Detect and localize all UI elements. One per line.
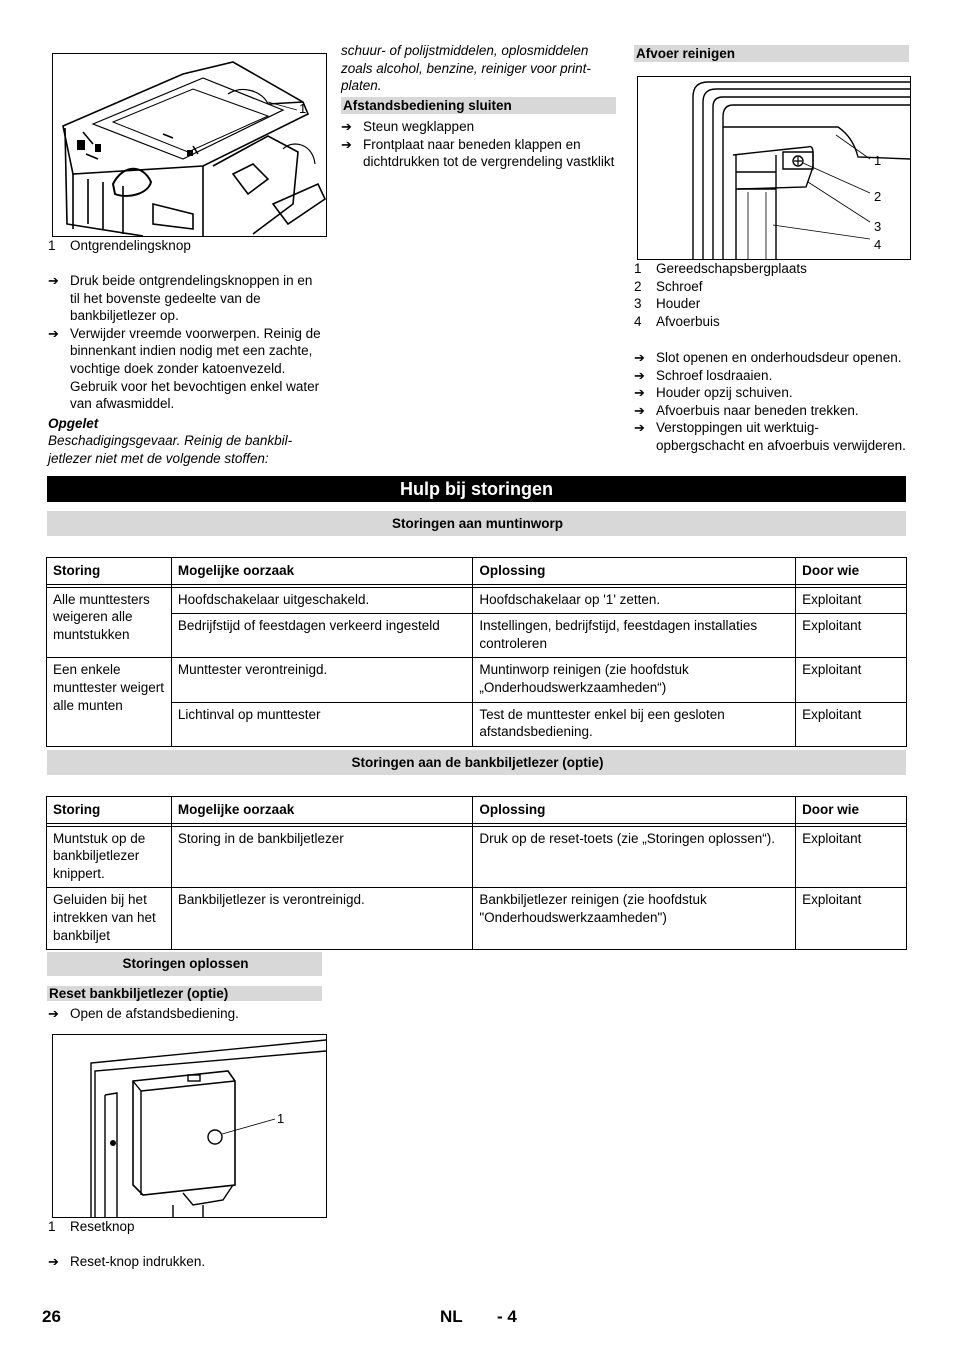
heading-bill-faults: Storingen aan de bankbiljetlezer (optie) [47,750,906,775]
col-header: Oplossing [473,797,796,824]
table-header-row [47,797,907,824]
caution-text: Beschadigingsgevaar. Reinig de bankbil- jetlezer niet met de volgende stoffen: [48,433,293,466]
col-header: Storing [47,797,172,824]
drain-callout-4: 4 [874,237,882,252]
legend-item: 1 Ontgrendelingsknop [48,238,191,253]
caution-continued: schuur- of polijstmiddelen, oplosmiddelen zoals alcohol, benzine, reiniger voor print-platen. [341,43,591,94]
table-row: Muntstuk op de bankbiljetlezer knippert. Storing in de bankbiljetlezer Druk op de reset-toets (zie „Storingen oplossen“). Exploitant [47,826,907,888]
figure1-callout-1: 1 [299,101,307,116]
col-header: Mogelijke oorzaak [171,558,473,585]
reset-illustration [53,1035,326,1217]
step-item: ➔ Verwijder vreemde voorwerpen. Reinig de binnenkant indien nodig met een zachte, vochtige doek zonder katoenvezeld. Gebruik voor het bevochtigen enkel water van afwasmiddel. [48,325,321,412]
step-item: ➔ Slot openen en onderhoudsdeur openen. [634,350,902,365]
heading-resolve: Storingen oplossen [47,952,322,976]
figure-reset-button [52,1034,327,1218]
arrow-icon: ➔ [48,325,59,341]
arrow-icon: ➔ [48,1006,59,1021]
arrow-icon: ➔ [341,136,352,152]
arrow-icon: ➔ [634,350,645,365]
table-header-row [47,558,907,585]
step-item: ➔ Schroef losdraaien. [634,367,773,383]
arrow-icon: ➔ [634,367,645,383]
step-item: ➔ Houder opzij schuiven. [634,385,793,401]
arrow-icon: ➔ [48,1254,59,1269]
figure1-legend [48,237,328,255]
col-header: Storing [47,558,172,585]
heading-coin-faults: Storingen aan muntinworp [47,511,906,536]
page-number: 26 [42,1307,61,1326]
col2-steps [341,118,616,171]
drain-illustration [638,77,910,259]
col1-steps [48,272,323,468]
bill-reader-illustration [53,54,326,236]
step-item: ➔ Open de afstandsbediening. [48,1006,239,1021]
col-header: Mogelijke oorzaak [171,797,472,824]
heading-reset-bill-reader: Reset bankbiljetlezer (optie) [47,986,322,1001]
step-item: ➔ Afvoerbuis naar beneden trekken. [634,402,859,418]
reset-callout-1: 1 [277,1111,285,1126]
heading-drain-cleaning: Afvoer reinigen [634,45,909,62]
step-item: ➔ Reset-knop indrukken. [48,1254,206,1269]
bill-faults-table [46,796,907,950]
step-item: ➔ Verstoppingen uit werktuig-opbergschacht en afvoerbuis verwijderen. [634,420,906,453]
drain-callout-2: 2 [874,189,882,204]
resolve-step-1 [48,1005,323,1023]
table-row: Lichtinval op munttester Test de munttester enkel bij een gesloten afstandsbediening. Exploitant [47,702,907,746]
drain-callout-3: 3 [874,219,882,234]
legend-item: 1 Resetknop [48,1219,135,1234]
legend-item: 4 Afvoerbuis [634,313,720,329]
arrow-icon: ➔ [341,119,352,134]
figure-bill-reader-unlock [52,53,327,237]
legend-item: 1 Gereedschapsbergplaats [634,261,807,276]
col-header: Oplossing [473,558,796,585]
table-row: Een enkele munttester weigert alle munten Munttester verontreinigd. Muntinworp reinigen (zie hoofdstuk „Onderhoudswerkzaamheden“) Exploitant [47,658,907,702]
heading-close-remote: Afstandsbediening sluiten [341,97,616,114]
step-item: ➔ Steun wegklappen [341,119,475,134]
drain-callout-1: 1 [874,153,882,168]
section-number: - 4 [497,1307,517,1326]
table-row: Geluiden bij het intrekken van het bankbiljet Bankbiljetlezer is verontreinigd. Bankbiljetlezer reinigen (zie hoofdstuk "Onderhoudswerkzaamheden") Exploitant [47,888,907,950]
legend-item: 2 Schroef [634,278,703,294]
figure-drain [637,76,911,260]
arrow-icon: ➔ [634,420,645,436]
col-header: Door wie [796,558,907,585]
coin-faults-table [46,557,907,747]
col3-steps [634,349,906,455]
arrow-icon: ➔ [48,273,59,288]
arrow-icon: ➔ [634,385,645,401]
reset-legend [48,1218,328,1236]
step-item: ➔ Frontplaat naar beneden klappen en dichtdrukken tot de vergrendeling vastklikt [341,136,615,170]
table-row: Alle munttesters weigeren alle muntstukken Hoofdschakelaar uitgeschakeld. Hoofdschakelaar op '1' zetten. Exploitant [47,587,907,614]
resolve-step-2 [48,1253,323,1271]
table-row: Bedrijfstijd of feestdagen verkeerd ingesteld Instellingen, bedrijfstijd, feestdagen installaties controleren Exploitant [47,614,907,658]
caution-title: Opgelet [48,415,99,431]
arrow-icon: ➔ [634,402,645,418]
step-item: ➔ Druk beide ontgrendelingsknoppen in en til het bovenste gedeelte van de bankbiljetlezer op. [48,273,313,324]
col-header: Door wie [796,797,907,824]
section-title-troubleshooting: Hulp bij storingen [47,476,906,502]
legend-item: 3 Houder [634,296,701,311]
language-code: NL [440,1307,463,1326]
drain-legend [634,260,909,330]
